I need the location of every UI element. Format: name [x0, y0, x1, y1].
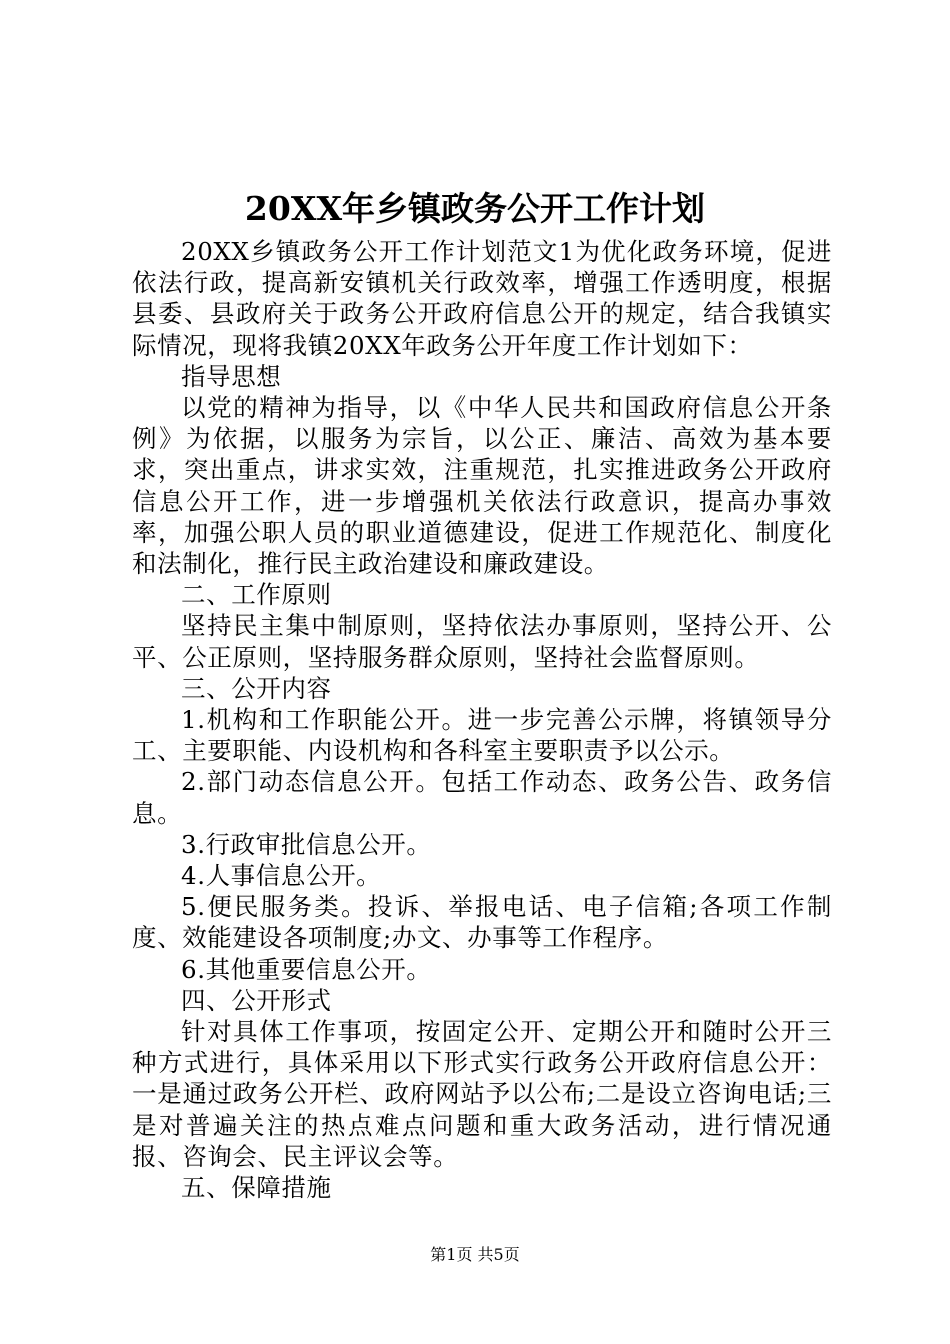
- paragraph-intro: 20XX乡镇政务公开工作计划范文1为优化政务环境，促进依法行政，提高新安镇机关行政效率，增强工作透明度，根据县委、县政府关于政务公开政府信息公开的规定，结合我镇实际情况，现将我镇20XX年政务公开年度工作计划如下：: [132, 237, 832, 360]
- list-item-1: 1.机构和工作职能公开。进一步完善公示牌，将镇领导分工、主要职能、内设机构和各科室主要职责予以公示。: [132, 705, 832, 766]
- heading-safeguard-measures: 五、保障措施: [181, 1173, 332, 1203]
- list-item-3: 3.行政审批信息公开。: [181, 829, 432, 859]
- paragraph-guiding-ideology: 以党的精神为指导，以《中华人民共和国政府信息公开条例》为依据，以服务为宗旨，以公正、廉洁、高效为基本要求，突出重点，讲求实效，注重规范，扎实推进政务公开政府信息公开工作，进一步增强机关依法行政意识，提高办事效率，加强公职人员的职业道德建设，促进工作规范化、制度化和法制化，推行民主政治建设和廉政建设。: [132, 393, 832, 579]
- heading-guiding-ideology: 指导思想: [181, 361, 282, 391]
- list-item-5: 5.便民服务类。投诉、举报电话、电子信箱;各项工作制度、效能建设各项制度;办文、办事等工作程序。: [132, 892, 832, 953]
- document-body: [132, 236, 832, 1203]
- list-item-4: 4.人事信息公开。: [181, 861, 382, 891]
- document-title: 20XX年乡镇政务公开工作计划: [244, 189, 706, 228]
- page-footer: 第1页 共5页: [430, 1245, 520, 1264]
- list-item-2: 2.部门动态信息公开。包括工作动态、政务公告、政务信息。: [132, 767, 832, 828]
- heading-disclosure-forms: 四、公开形式: [181, 985, 332, 1015]
- heading-work-principles: 二、工作原则: [181, 580, 332, 610]
- paragraph-work-principles: 坚持民主集中制原则，坚持依法办事原则，坚持公开、公平、公正原则，坚持服务群众原则，坚持社会监督原则。: [132, 611, 832, 672]
- heading-disclosure-content: 三、公开内容: [181, 673, 332, 703]
- paragraph-disclosure-forms: 针对具体工作事项，按固定公开、定期公开和随时公开三种方式进行，具体采用以下形式实行政务公开政府信息公开：一是通过政务公开栏、政府网站予以公布;二是设立咨询电话;三是对普遍关注的热点难点问题和重大政务活动，进行情况通报、咨询会、民主评议会等。: [132, 1017, 832, 1171]
- list-item-6: 6.其他重要信息公开。: [181, 954, 432, 984]
